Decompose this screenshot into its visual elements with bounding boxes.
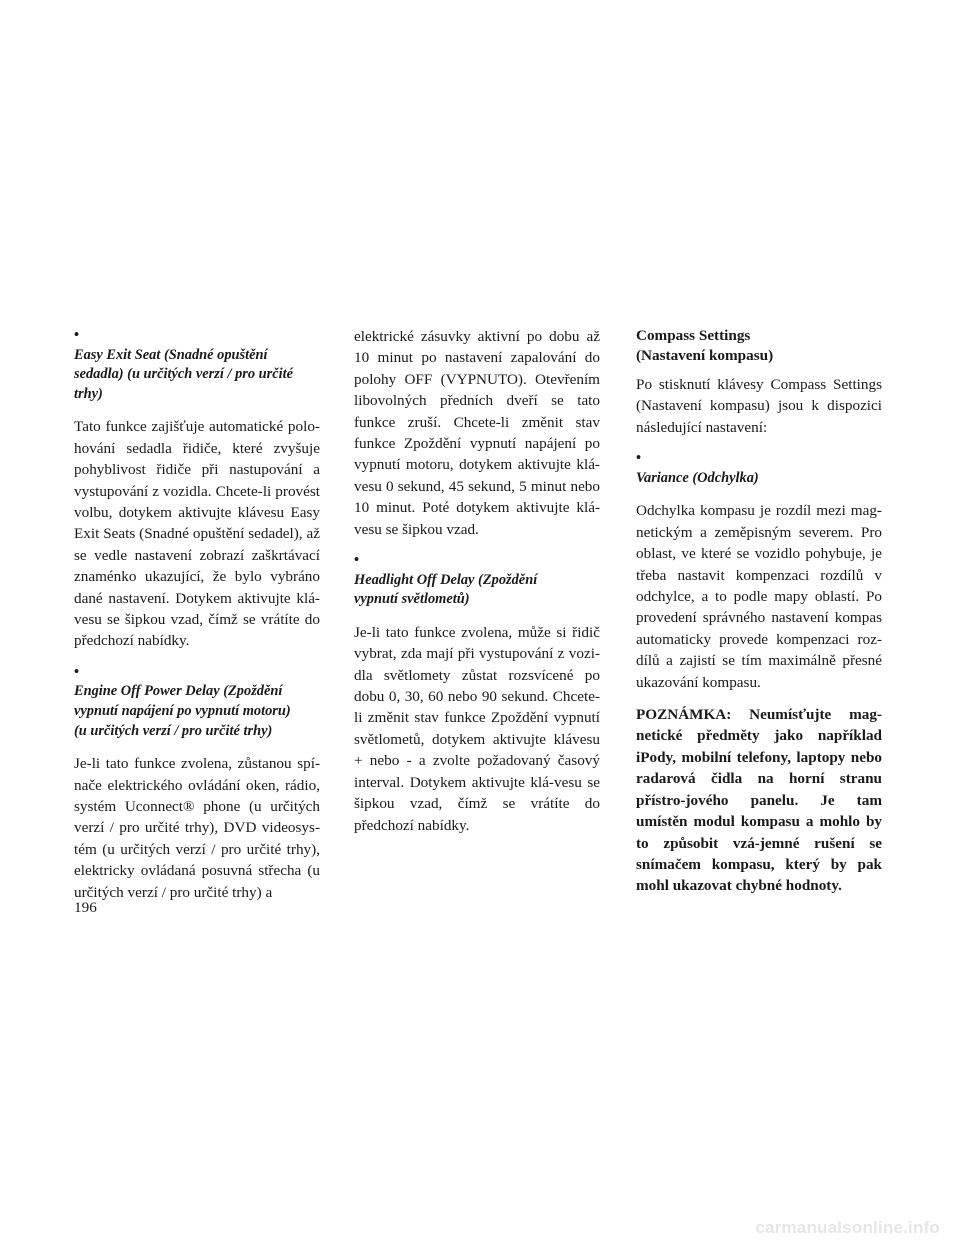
note-warning: POZNÁMKA: Neumísťujte mag-netické předměty jako například iPody, mobilní telefony, laptopy nebo radarová čidla na horní stranu přístro-jového panelu. Je tam umístěn modul kompasu a mohlo by to způsobit vzá-jemné rušení se snímačem kompasu, který by pak mohl ukazovat chybné hodnoty. bbox=[636, 706, 882, 895]
bullet: • bbox=[74, 663, 80, 680]
column-right bbox=[636, 326, 882, 897]
paragraph-power-delay-continued: elektrické zásuvky aktivní po dobu až 10 minut po nastavení zapalování do polohy OFF (VYPNUTO). Otevřením libovolných předních dveří se tato funkce zruší. Chcete-li změnit stav funkce Zpoždění vypnutí napájení po vypnutí motoru, dotykem aktivujte klá-vesu 0 sekund, 45 sekund, 5 minut nebo 10 minut. Poté dotykem aktivujte klá-vesu se šipkou vzad. bbox=[354, 328, 600, 538]
bullet: • bbox=[354, 552, 360, 569]
section-heading-compass-settings: Compass Settings (Nastavení kompasu) bbox=[636, 327, 774, 364]
paragraph-headlight-off-delay: Je-li tato funkce zvolena, může si řidič vybrat, zda mají při vystupování z vozi-dla světlomety zůstat rozsvícené po dobu 0, 30, 60 nebo 90 sekund. Chcete-li změnit stav funkce Zpoždění vypnutí světlometů, dotykem aktivujte klávesu + nebo - a zvolte požadovaný časový interval. Dotykem aktivujte klá-vesu se šipkou vzad, čímž se vrátíte do předchozí nabídky. bbox=[354, 623, 600, 834]
section-heading-variance: • Variance (Odchylka) bbox=[636, 450, 759, 486]
section-heading-headlight-off-delay: • Headlight Off Delay (Zpoždění vypnutí světlometů) bbox=[354, 552, 538, 608]
paragraph-easy-exit-seat: Tato funkce zajišťuje automatické polo-hování sedadla řidiče, které zvyšuje pohyblivost řidiče při nastupování a vystupování z vozidla. Chcete-li provést volbu, dotykem aktivujte klávesu Easy Exit Seats (Snadné opuštění sedadel), až se vedle nastavení zobrazí zaškrtávací znaménko ukazující, že bylo vybráno dané nastavení. Dotykem aktivujte klá-vesu se šipkou vzad, čímž se vrátíte do předchozí nabídky. bbox=[74, 418, 320, 650]
paragraph-variance: Odchylka kompasu je rozdíl mezi mag-netickým a zeměpisným severem. Pro oblast, ve které se vozidlo pohybuje, je třeba nastavit kompenzaci rozdílů v odchylce, a to podle mapy oblastí. Po provedení správného nastavení kompas automaticky provede kompenzaci roz-dílů a zajistí se tím maximálně přesné ukazování kompasu. bbox=[636, 502, 882, 691]
bullet: • bbox=[74, 327, 80, 343]
bullet: • bbox=[636, 450, 642, 467]
column-middle bbox=[354, 326, 600, 847]
section-heading-easy-exit-seat: • Easy Exit Seat (Snadné opuštění sedadla) (u určitých verzí / pro určité trhy) bbox=[74, 327, 294, 402]
page-number: 196 bbox=[74, 899, 97, 916]
paragraph-compass-settings: Po stisknutí klávesy Compass Settings (Nastavení kompasu) jsou k dispozici následující nastavení: bbox=[636, 376, 882, 436]
paragraph-engine-off-power-delay: Je-li tato funkce zvolena, zůstanou spí-nače elektrického ovládání oken, rádio, systém Uconnect® phone (u určitých verzí / pro určité trhy), DVD videosys-tém (u určitých verzí / pro určité trhy), elektricky ovládaná posuvná střecha (u určitých verzí / pro určité trhy) a bbox=[74, 755, 320, 901]
column-left bbox=[74, 326, 320, 914]
section-heading-engine-off-power-delay: • Engine Off Power Delay (Zpoždění vypnutí napájení po vypnutí motoru) (u určitých verzí / pro určité trhy) bbox=[74, 663, 291, 739]
watermark-logo: carmanualsonline.info bbox=[755, 1218, 940, 1237]
